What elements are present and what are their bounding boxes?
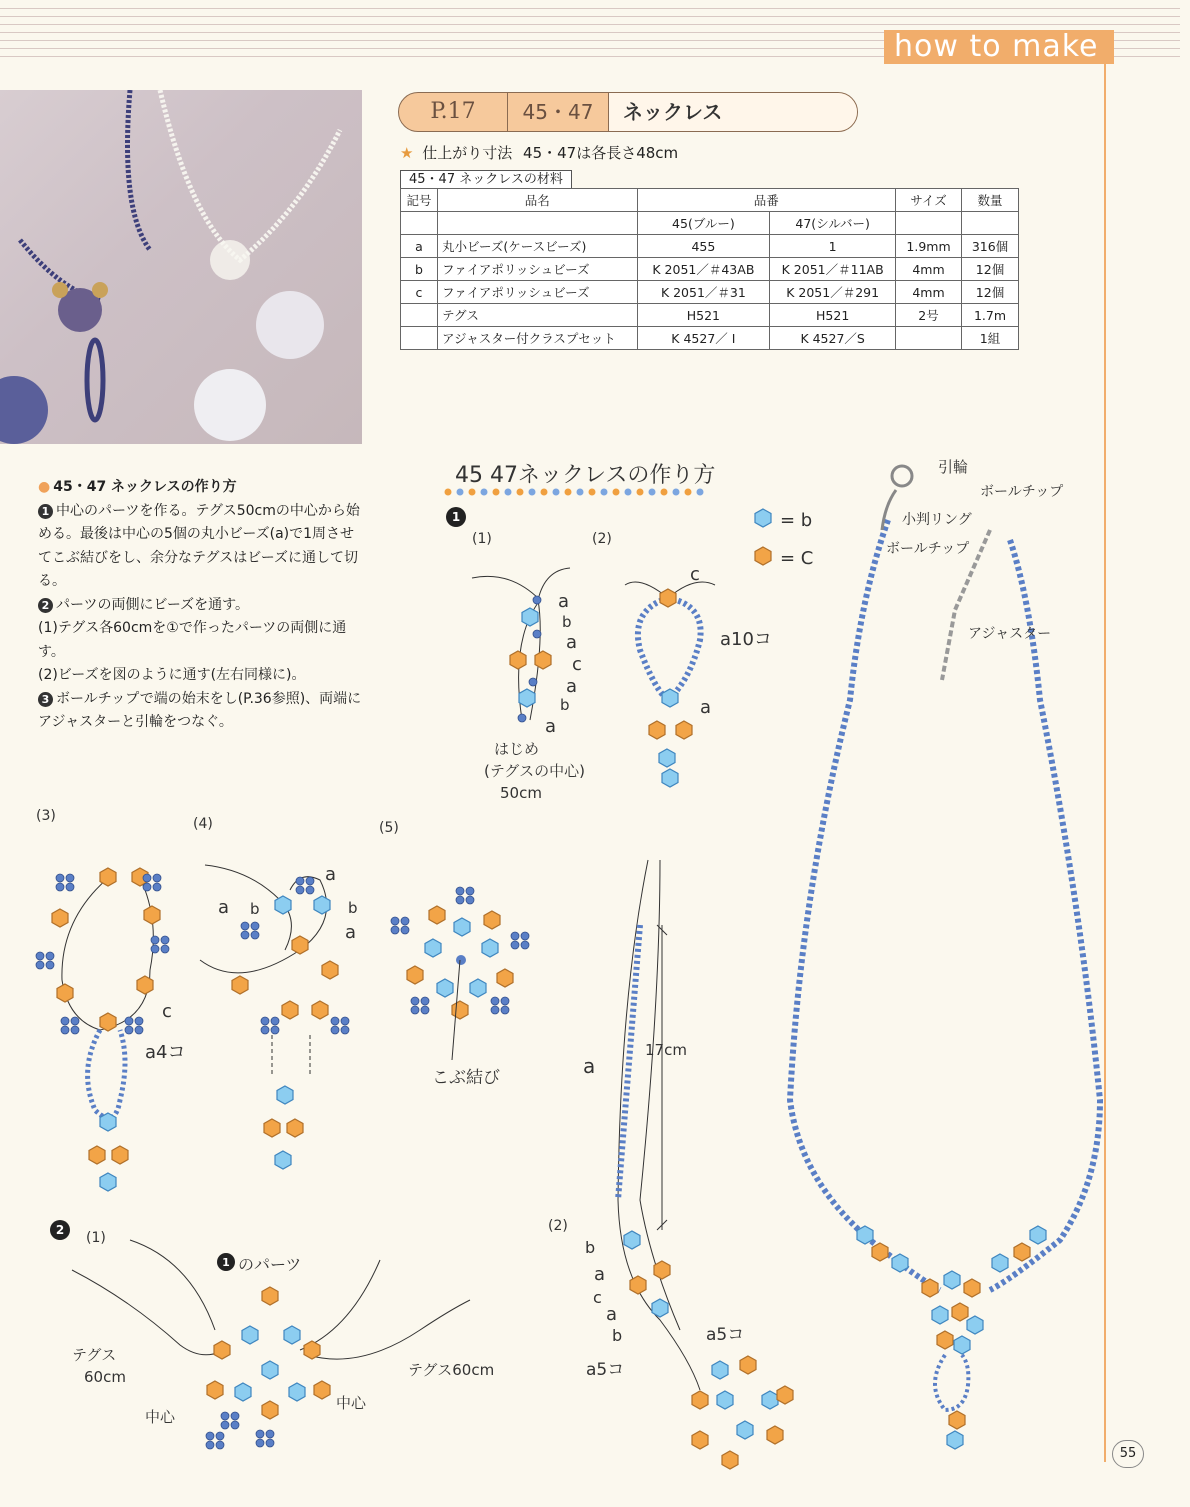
start-label: はじめ xyxy=(494,740,540,758)
parts-label: のパーツ xyxy=(238,1255,302,1274)
cell-blue: K 2051／＃43AB xyxy=(637,258,770,281)
cell-blue: 455 xyxy=(637,235,770,258)
sub5-label: (5) xyxy=(379,820,399,836)
svg-text:a: a xyxy=(566,676,578,697)
cell-silver: H521 xyxy=(770,304,896,327)
finished-size-label: 仕上がり寸法 xyxy=(422,144,513,162)
a5-label-1: a5コ xyxy=(706,1325,745,1345)
knot-label: こぶ結び xyxy=(432,1068,500,1088)
cell-silver: K 4527／S xyxy=(770,327,896,350)
start-length: 50cm xyxy=(500,784,542,802)
parts-marker-text: 1 xyxy=(222,1256,230,1269)
star-icon: ★ xyxy=(400,144,414,162)
title-dot-row xyxy=(445,489,704,496)
sub2-label: (2) xyxy=(592,531,612,547)
svg-text:b: b xyxy=(250,900,260,918)
col-name: 品名 xyxy=(437,189,637,212)
sub2-2-label: (2) xyxy=(548,1218,568,1234)
a4-label: a4コ xyxy=(145,1042,186,1063)
step2-mark-text: 2 xyxy=(55,1223,65,1237)
cell-size: 1.9mm xyxy=(896,235,962,258)
step-2-marker: 2 xyxy=(38,598,53,613)
diagram-1-1 xyxy=(472,568,582,737)
start-note: (テグスの中心) xyxy=(484,762,585,780)
diagram-1-3 xyxy=(36,868,185,1191)
sub1-label: (1) xyxy=(472,531,492,547)
tegusu-right: テグス60cm xyxy=(408,1361,495,1379)
cell-size: 4mm xyxy=(896,258,962,281)
svg-text:a: a xyxy=(594,1264,606,1285)
cell-name: 丸小ビーズ(ケースビーズ) xyxy=(437,235,637,258)
adjuster-label: アジャスター xyxy=(968,626,1052,642)
svg-text:b: b xyxy=(612,1326,623,1345)
svg-text:a: a xyxy=(700,697,712,718)
cell-name: アジャスター付クラスプセット xyxy=(437,327,637,350)
cell-qty: 1.7m xyxy=(962,304,1019,327)
col-blue: 45(ブルー) xyxy=(637,212,770,235)
a5-label-2: a5コ xyxy=(586,1360,625,1380)
cell-qty: 12個 xyxy=(962,258,1019,281)
legend-c-bead xyxy=(755,547,771,565)
cell-silver: 1 xyxy=(770,235,896,258)
center-right: 中心 xyxy=(336,1394,367,1412)
how-to-make-banner: how to make xyxy=(884,30,1114,64)
col-qty: 数量 xyxy=(962,189,1019,212)
sub3-label: (3) xyxy=(36,808,56,824)
tegusu-left: テグス xyxy=(72,1346,117,1364)
len-17cm-label: 17cm xyxy=(645,1041,687,1059)
legend-b: = b xyxy=(780,510,813,531)
sub4-label: (4) xyxy=(193,816,213,832)
svg-text:c: c xyxy=(690,564,700,585)
svg-text:c: c xyxy=(162,1001,172,1022)
ballchip-label-2: ボールチップ xyxy=(886,541,970,557)
svg-text:c: c xyxy=(572,654,582,675)
side-a-label: a xyxy=(583,1054,596,1078)
svg-text:b: b xyxy=(585,1238,596,1257)
cell-size: 4mm xyxy=(896,281,962,304)
svg-text:a: a xyxy=(558,591,570,612)
cell-silver: K 2051／＃11AB xyxy=(770,258,896,281)
item-title: ネックレス xyxy=(609,93,857,131)
step1-mark-text: 1 xyxy=(451,510,461,524)
cell-name: ファイアポリッシュビーズ xyxy=(437,281,637,304)
svg-text:b: b xyxy=(348,899,358,917)
item-numbers: 45・47 xyxy=(508,93,609,131)
diagram-1-4 xyxy=(200,864,358,1169)
cell-name: テグス xyxy=(437,304,637,327)
cell-qty: 316個 xyxy=(962,235,1019,258)
cell-sym: b xyxy=(401,258,438,281)
col-part-no: 品番 xyxy=(637,189,896,212)
cell-silver: K 2051／＃291 xyxy=(770,281,896,304)
necklace-illustration xyxy=(790,466,1100,1449)
step-1-text: 中心のパーツを作る。テグス50cmの中心から始める。最後は中心の5個の丸小ビーズ(a)で1周させてこぶ結びをし、余分なテグスはビーズに通して切る。 xyxy=(38,502,360,589)
svg-text:a: a xyxy=(545,716,557,737)
step-1-marker: 1 xyxy=(38,504,53,519)
svg-text:c: c xyxy=(593,1288,602,1307)
cell-qty: 12個 xyxy=(962,281,1019,304)
finished-size-value: 45・47は各長さ48cm xyxy=(523,144,679,162)
instructions-heading: ● 45・47 ネックレスの作り方 xyxy=(38,476,368,500)
materials-title: 45・47 ネックレスの材料 xyxy=(400,170,572,190)
step-2-2: (2)ビーズを図のように通す(左右同様に)。 xyxy=(38,667,306,683)
col-symbol: 記号 xyxy=(401,189,438,212)
cell-size: 2号 xyxy=(896,304,962,327)
ring-label: 引輪 xyxy=(938,458,969,476)
cell-sym: c xyxy=(401,281,438,304)
diagram-1-5 xyxy=(391,887,529,1060)
svg-text:a: a xyxy=(566,632,578,653)
cell-sym: a xyxy=(401,235,438,258)
svg-text:a: a xyxy=(606,1304,618,1325)
step-3-text: ボールチップで端の始末をし(P.36参照)、両端にアジャスターと引輪をつなぐ。 xyxy=(38,690,362,730)
svg-text:b: b xyxy=(560,696,570,714)
page-ref: P.17 xyxy=(399,93,508,131)
page-number: 55 xyxy=(1112,1440,1144,1468)
cell-blue: H521 xyxy=(637,304,770,327)
sub2-1-label: (1) xyxy=(86,1230,106,1246)
svg-text:a: a xyxy=(218,897,230,918)
cell-blue: K 2051／＃31 xyxy=(637,281,770,304)
step-3-marker: 3 xyxy=(38,692,53,707)
a10-label: a10コ xyxy=(720,629,772,650)
legend-b-bead xyxy=(755,509,771,527)
cell-name: ファイアポリッシュビーズ xyxy=(437,258,637,281)
center-left: 中心 xyxy=(145,1408,176,1426)
tegusu-left-length: 60cm xyxy=(84,1368,126,1386)
diagram-title: 45 47ネックレスの作り方 xyxy=(455,463,716,488)
cell-qty: 1組 xyxy=(962,327,1019,350)
svg-text:a: a xyxy=(325,864,337,885)
svg-text:b: b xyxy=(562,613,572,631)
diagram-1-2 xyxy=(625,564,772,787)
step-2-text: パーツの両側にビーズを通す。 xyxy=(56,596,250,613)
legend-c: = C xyxy=(780,548,814,569)
cell-blue: K 4527／ I xyxy=(637,327,770,350)
col-silver: 47(シルバー) xyxy=(770,212,896,235)
ballchip-label-1: ボールチップ xyxy=(980,484,1064,500)
step-2-1: (1)テグス各60cmを①で作ったパーツの両側に通す。 xyxy=(38,620,347,660)
small-ring-label: 小判リング xyxy=(902,512,972,528)
col-size: サイズ xyxy=(896,189,962,212)
svg-text:a: a xyxy=(345,922,357,943)
